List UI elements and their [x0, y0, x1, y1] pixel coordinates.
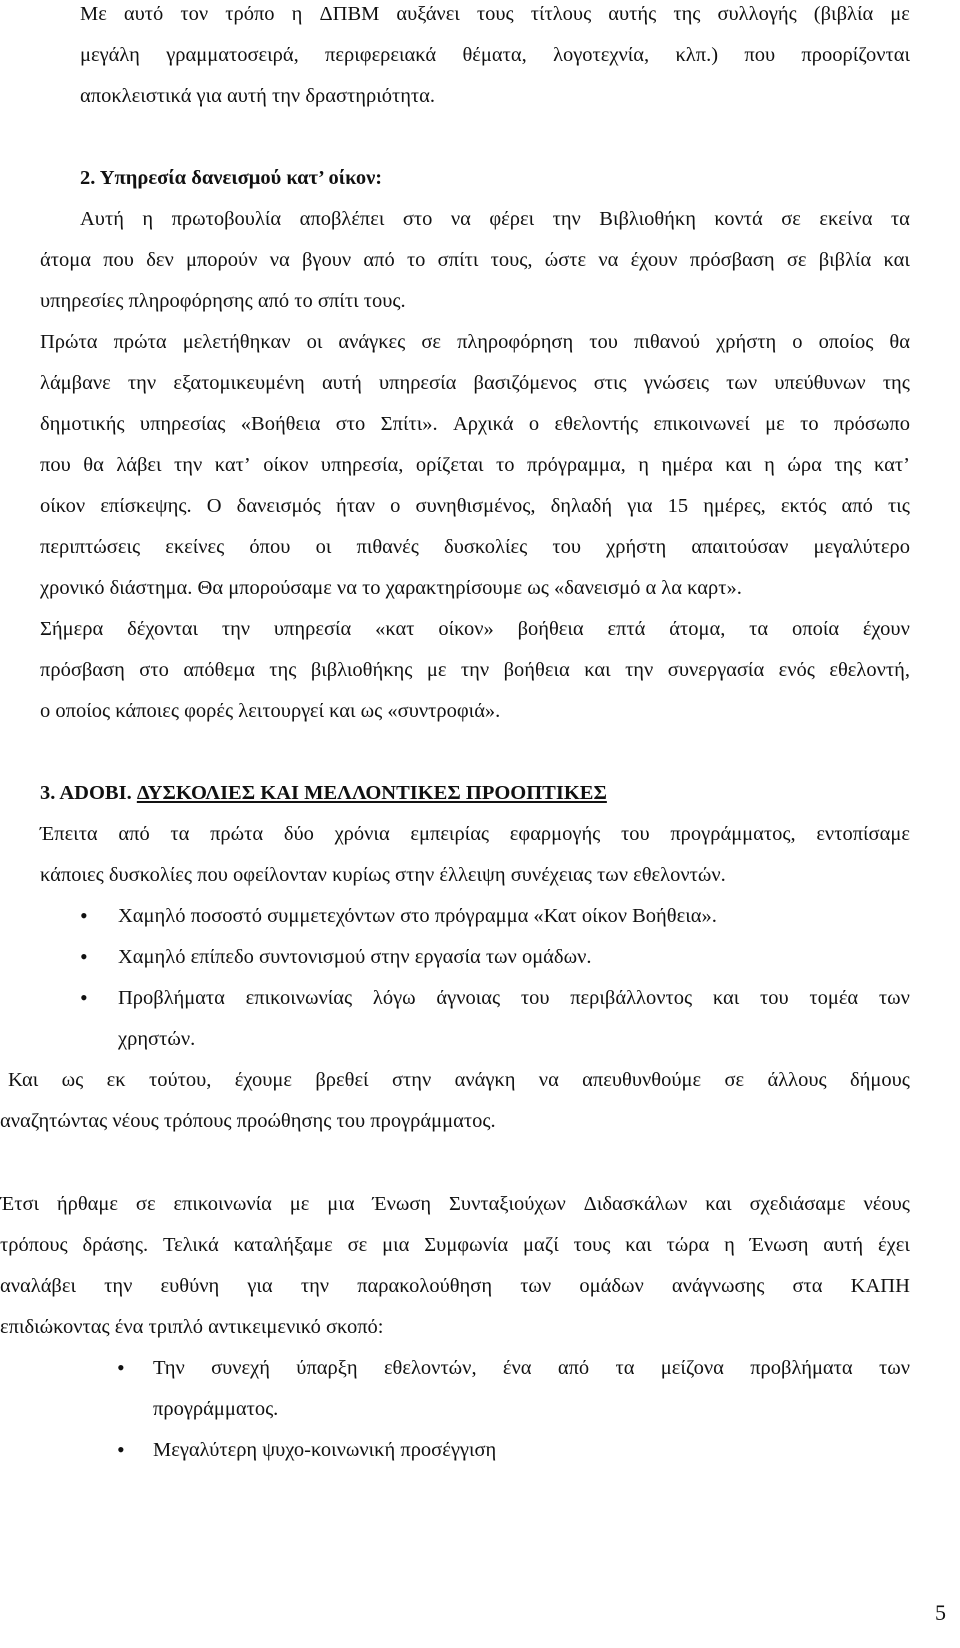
word: την — [460, 659, 490, 681]
word: και — [584, 659, 611, 681]
word: δημοτικής — [40, 413, 125, 435]
word: από — [118, 823, 150, 845]
word: επικοινωνεί — [653, 413, 750, 435]
word: αποβλέπει — [299, 208, 385, 230]
word: της — [834, 454, 862, 476]
word: λάμβανε — [40, 372, 111, 394]
word: σχεδιάσαμε — [749, 1193, 846, 1215]
text-line: επιδιώκοντας ένα τριπλό αντικειμενικό σκοπό: — [0, 1316, 384, 1338]
word: υπηρεσίας — [139, 413, 226, 435]
word: σε — [347, 1234, 368, 1256]
word: ήταν — [336, 495, 375, 517]
word: που — [40, 454, 71, 476]
word: των — [878, 987, 910, 1009]
word: απευθυνθούμε — [582, 1069, 702, 1091]
word: τους — [476, 3, 514, 25]
word: μεγαλύτερο — [813, 536, 910, 558]
word: της — [269, 659, 297, 681]
bullet-icon: • — [117, 1437, 125, 1462]
word: προγράμματος, — [670, 823, 796, 845]
word: απαιτούσαν — [691, 536, 789, 558]
word: χρήστη — [606, 536, 667, 558]
word: μεγάλη — [80, 44, 140, 66]
word: την — [104, 1275, 133, 1297]
word: βγουν — [301, 249, 352, 271]
word: τρόπους — [0, 1234, 68, 1256]
word: να — [450, 208, 471, 230]
word: δανεισμός — [236, 495, 321, 517]
text-line — [40, 535, 910, 559]
word: εμπειρίας — [410, 823, 490, 845]
word: αναλάβει — [0, 1275, 76, 1297]
word: ανάγκες — [338, 331, 406, 353]
word: τις — [888, 495, 910, 517]
text-line: χρονικό διάστημα. Θα μπορούσαμε να το χαρακτηρίσουμε ως «δανεισμό α λα καρτ». — [40, 577, 742, 599]
word: της — [673, 3, 701, 25]
word: προορίζονται — [801, 44, 910, 66]
text-line: κάποιες δυσκολίες που οφείλονταν κυρίως στην έλλειψη συνέχειας των εθελοντών. — [40, 864, 726, 886]
word: μαζί — [523, 1234, 559, 1256]
word: περιβάλλοντος — [570, 987, 693, 1009]
text-line — [0, 1274, 910, 1298]
text-line — [40, 453, 910, 477]
word: βασιζόμενος — [473, 372, 577, 394]
word: θέματα, — [462, 44, 527, 66]
word: επτά — [607, 618, 646, 640]
word: και — [705, 1193, 732, 1215]
word: Αρχικά — [452, 413, 514, 435]
word: πιθανές — [356, 536, 419, 558]
word: αυτή — [823, 1234, 864, 1256]
word: Αυτή — [80, 208, 124, 230]
word: όπου — [249, 536, 291, 558]
word: εντοπίσαμε — [816, 823, 910, 845]
word: τον — [180, 3, 209, 25]
word: για — [247, 1275, 273, 1297]
word: των — [878, 1357, 910, 1379]
word: οίκον» — [438, 618, 494, 640]
word: Συνταξιούχων — [448, 1193, 566, 1215]
word: καταλήξαμε — [233, 1234, 333, 1256]
text-line: υπηρεσίες πληροφόρησης από το σπίτι τους. — [40, 290, 406, 312]
word: υπηρεσία — [273, 618, 352, 640]
word: ο — [528, 413, 540, 435]
bullet-item — [118, 986, 910, 1010]
word: η — [764, 454, 775, 476]
word: χρόνια — [334, 823, 390, 845]
underlined-heading: ΔΥΣΚΟΛΙΕΣ ΚΑΙ ΜΕΛΛΟΝΤΙΚΕΣ ΠΡΟΟΠΤΙΚΕΣ — [136, 782, 607, 804]
word: μελετήθηκαν — [182, 331, 291, 353]
word: τομέα — [809, 987, 859, 1009]
bullet-icon: • — [80, 985, 88, 1010]
word: και — [883, 249, 910, 271]
word: την — [625, 659, 654, 681]
word: εθελοντής — [554, 413, 639, 435]
word: και — [725, 454, 752, 476]
word: από — [557, 1357, 590, 1379]
word: των — [520, 1275, 552, 1297]
word: προβλήματα — [750, 1357, 853, 1379]
word: το — [800, 413, 819, 435]
word: τίτλους — [530, 3, 592, 25]
word: μια — [327, 1193, 355, 1215]
word: στο — [139, 659, 169, 681]
word: γραμματοσειρά, — [166, 44, 299, 66]
word: ώρα — [787, 454, 822, 476]
section-heading: 2. Υπηρεσία δανεισμού κατ’ οίκον: — [80, 167, 383, 189]
word: δηλαδή — [550, 495, 613, 517]
word: Διδασκάλων — [583, 1193, 688, 1215]
word: τρόπο — [225, 3, 275, 25]
bullet-icon: • — [80, 944, 88, 969]
word: εκείνα — [819, 208, 873, 230]
word: θα — [889, 331, 910, 353]
word: κατ’ — [873, 454, 910, 476]
word: εκείνες — [165, 536, 225, 558]
text-line: ο οποίος κάποιες φορές λειτουργεί και ως «συντροφιά». — [40, 700, 501, 722]
word: τους — [573, 1234, 611, 1256]
word: οίκον — [40, 495, 86, 517]
word: βοήθεια — [503, 659, 570, 681]
word: από — [363, 249, 395, 271]
text-line: αναζητώντας νέους τρόπους προώθησης του προγράμματος. — [0, 1110, 496, 1132]
word: ύπαρξη — [296, 1357, 358, 1379]
text-line — [40, 494, 910, 518]
word: να — [598, 249, 619, 271]
word: νέους — [863, 1193, 910, 1215]
word: πιθανού — [633, 331, 701, 353]
section-heading: 3. ADOBI. ΔΥΣΚΟΛΙΕΣ ΚΑΙ ΜΕΛΛΟΝΤΙΚΕΣ ΠΡΟΟΠΤΙΚΕΣ — [40, 782, 607, 804]
word: η — [724, 1234, 735, 1256]
word: στο — [402, 208, 433, 230]
word: (βιβλία — [813, 3, 874, 25]
word: η — [638, 454, 649, 476]
word: τους, — [490, 249, 533, 271]
word: εθελοντή, — [829, 659, 910, 681]
text-line — [8, 1068, 910, 1092]
word: έχουμε — [234, 1069, 292, 1091]
word: ο — [792, 331, 803, 353]
word: τα — [615, 1357, 635, 1379]
text-line — [0, 1233, 910, 1257]
word: βρεθεί — [315, 1069, 369, 1091]
bullet-icon: • — [117, 1355, 125, 1380]
word: ανάγνωσης — [671, 1275, 765, 1297]
word: χρήστη — [716, 331, 777, 353]
word: αυτό — [123, 3, 164, 25]
word: Συμφωνία — [424, 1234, 509, 1256]
word: ένα — [502, 1357, 532, 1379]
bullet-item — [153, 1356, 910, 1380]
word: τα — [890, 208, 910, 230]
word: «κατ — [375, 618, 415, 640]
word: οίκον — [263, 454, 309, 476]
word: λόγω — [372, 987, 416, 1009]
word: με — [890, 3, 910, 25]
word: λογοτεχνία, — [553, 44, 650, 66]
word: του — [552, 536, 581, 558]
word: το — [496, 454, 515, 476]
word: στις — [593, 372, 627, 394]
word: βοήθεια — [517, 618, 584, 640]
word: η — [142, 208, 154, 230]
bullet-item: Μεγαλύτερη ψυχο-κοινωνική προσέγγιση — [153, 1439, 497, 1461]
word: περιπτώσεις — [40, 536, 141, 558]
word: των — [726, 372, 758, 394]
word: συνεργασία — [667, 659, 765, 681]
word: πρώτα — [210, 823, 264, 845]
word: εφαρμογής — [509, 823, 601, 845]
word: με — [765, 413, 785, 435]
word: άτομα, — [669, 618, 726, 640]
word: ανάγκη — [454, 1069, 516, 1091]
word: η — [291, 3, 303, 25]
word: την — [300, 1275, 330, 1297]
word: του — [589, 331, 618, 353]
bullet-item: Χαμηλό επίπεδο συντονισμού στην εργασία των ομάδων. — [118, 946, 592, 968]
word: υπεύθυνων — [774, 372, 866, 394]
word: ορίζεται — [415, 454, 484, 476]
word: Έπειτα — [40, 823, 98, 845]
word: συνηθισμένος, — [415, 495, 536, 517]
word: Ο — [206, 495, 222, 517]
text-line: αποκλειστικά για αυτή την δραστηριότητα. — [80, 85, 436, 107]
word: κατ’ — [214, 454, 251, 476]
word: Και — [8, 1069, 39, 1091]
word: γνώσεις — [643, 372, 709, 394]
word: της — [882, 372, 910, 394]
text-line — [0, 1192, 910, 1216]
word: σε — [781, 208, 801, 230]
word: ΔΠΒΜ — [319, 3, 380, 25]
word: εξατομικευμένη — [173, 372, 305, 394]
word: του — [520, 987, 550, 1009]
word: άλλους — [767, 1069, 827, 1091]
word: πρόγραμμα, — [527, 454, 626, 476]
word: να — [269, 249, 290, 271]
word: επικοινωνίας — [245, 987, 353, 1009]
word: πρόσβαση — [689, 249, 775, 271]
word: τώρα — [666, 1234, 710, 1256]
word: αυξάνει — [396, 3, 460, 25]
word: πρωτοβουλία — [171, 208, 282, 230]
text-line — [40, 412, 910, 436]
word: κοντά — [714, 208, 763, 230]
page-number: 5 — [935, 1600, 946, 1625]
word: ενός — [778, 659, 815, 681]
word: τα — [170, 823, 190, 845]
word: έχουν — [630, 249, 678, 271]
bullet-item-continuation: χρηστών. — [118, 1028, 196, 1050]
word: επικοινωνία — [173, 1193, 272, 1215]
text-line — [40, 822, 910, 846]
word: Πρώτα — [40, 331, 98, 353]
word: οποία — [791, 618, 840, 640]
word: ως — [61, 1069, 84, 1091]
word: Έτσι — [0, 1193, 40, 1215]
text-line — [40, 330, 910, 354]
word: λάβει — [116, 454, 162, 476]
word: τα — [749, 618, 769, 640]
word: φέρει — [489, 208, 535, 230]
word: με — [289, 1193, 310, 1215]
text-line — [80, 43, 910, 67]
word: Ένωση — [749, 1234, 809, 1256]
word: Με — [80, 3, 107, 25]
word: ΚΑΠΗ — [850, 1275, 910, 1297]
word: Σήμερα — [40, 618, 104, 640]
word: αυτής — [608, 3, 657, 25]
word: έχει — [878, 1234, 910, 1256]
word: δέχονται — [127, 618, 198, 640]
word: «Βοήθεια — [240, 413, 321, 435]
word: άγνοιας — [436, 987, 501, 1009]
word: δύο — [283, 823, 314, 845]
word: ο — [390, 495, 401, 517]
word: Ένωση — [372, 1193, 432, 1215]
text-line — [40, 248, 910, 272]
word: και — [625, 1234, 652, 1256]
word: οποίος — [818, 331, 874, 353]
word: ημέρες, — [703, 495, 766, 517]
word: ημέρα — [661, 454, 713, 476]
word: αυτή — [321, 372, 362, 394]
word: τούτου, — [148, 1069, 212, 1091]
word: βιβλία — [818, 249, 872, 271]
word: το — [406, 249, 426, 271]
word: σπίτι — [437, 249, 479, 271]
word: και — [712, 987, 740, 1009]
word: έχουν — [862, 618, 910, 640]
word: πρώτα — [113, 331, 167, 353]
word: περιφερειακά — [325, 44, 437, 66]
word: σε — [724, 1069, 745, 1091]
word: στα — [792, 1275, 823, 1297]
word: εθελοντών, — [383, 1357, 477, 1379]
word: συνεχή — [211, 1357, 270, 1379]
word: σε — [421, 331, 442, 353]
word: Βιβλιοθήκη — [599, 208, 696, 230]
word: δράσης. — [82, 1234, 149, 1256]
word: σε — [135, 1193, 156, 1215]
word: επίσκεψης. — [100, 495, 192, 517]
word: του — [759, 987, 789, 1009]
word: μείζονα — [660, 1357, 724, 1379]
word: βιβλιοθήκης — [310, 659, 413, 681]
word: εκτός — [780, 495, 827, 517]
word: Την — [153, 1357, 185, 1379]
word: απόθεμα — [183, 659, 255, 681]
word: άτομα — [40, 249, 91, 271]
word: για — [627, 495, 653, 517]
word: ώστε — [544, 249, 587, 271]
word: παρακολούθηση — [357, 1275, 493, 1297]
word: να — [538, 1069, 559, 1091]
word: από — [841, 495, 873, 517]
word: ευθύνη — [160, 1275, 220, 1297]
word: πρόσωπο — [833, 413, 910, 435]
word: πρόσβαση — [40, 659, 125, 681]
word: δήμους — [849, 1069, 910, 1091]
word: μπορούν — [185, 249, 258, 271]
word: οι — [315, 536, 332, 558]
word: θα — [83, 454, 104, 476]
word: που — [744, 44, 776, 66]
text-line — [80, 2, 910, 26]
word: υπηρεσία, — [320, 454, 404, 476]
text-line — [80, 207, 910, 231]
word: την — [221, 618, 251, 640]
word: στην — [391, 1069, 432, 1091]
word: υπηρεσία — [378, 372, 457, 394]
word: Σπίτι». — [380, 413, 438, 435]
text-line — [40, 371, 910, 395]
word: την — [127, 372, 157, 394]
word: εκ — [106, 1069, 126, 1091]
word: κλπ.) — [675, 44, 719, 66]
word: δυσκολίες — [444, 536, 528, 558]
word: οι — [306, 331, 323, 353]
word: σε — [786, 249, 807, 271]
bullet-icon: • — [80, 903, 88, 928]
word: ήρθαμε — [56, 1193, 119, 1215]
text-line — [40, 617, 910, 641]
word: με — [426, 659, 447, 681]
word: ομάδων — [579, 1275, 644, 1297]
word: την — [174, 454, 203, 476]
bullet-item-continuation: προγράμματος. — [153, 1398, 279, 1420]
text-line — [40, 658, 910, 682]
word: του — [621, 823, 650, 845]
word: συλλογής — [717, 3, 797, 25]
word: μια — [382, 1234, 410, 1256]
word: 15 — [667, 495, 689, 517]
word: Τελικά — [162, 1234, 219, 1256]
word: πληροφόρηση — [457, 331, 574, 353]
word: την — [552, 208, 581, 230]
bullet-item: Χαμηλό ποσοστό συμμετεχόντων στο πρόγραμμα «Κατ οίκον Βοήθεια». — [118, 905, 717, 927]
word: Προβλήματα — [118, 987, 225, 1009]
word: που — [103, 249, 134, 271]
word: στο — [335, 413, 366, 435]
word: δεν — [146, 249, 174, 271]
